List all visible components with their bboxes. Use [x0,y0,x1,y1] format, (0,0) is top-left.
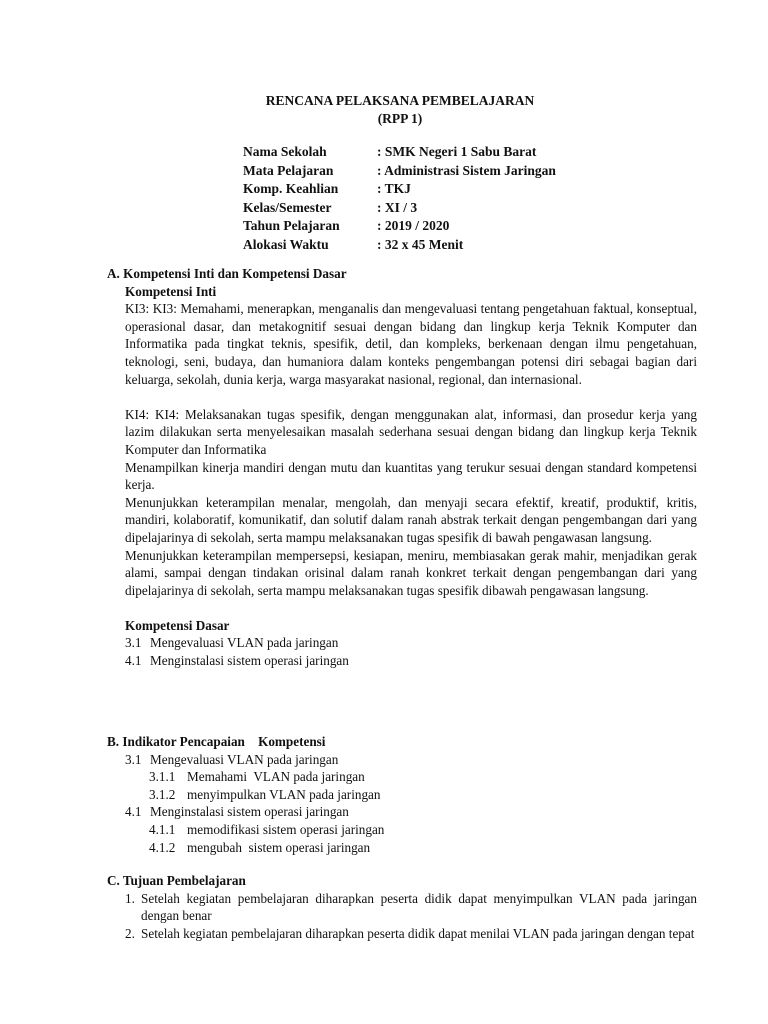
info-label: Nama Sekolah [243,144,327,159]
objective-num: 2. [125,925,135,941]
info-row [243,199,556,218]
objective-item [125,925,697,943]
section-b-heading: B. Indikator Pencapaian Kompetensi [107,734,326,749]
kd-num: 3.1 [125,635,142,651]
info-label: Tahun Pelajaran [243,218,340,234]
section-a [107,265,697,670]
indicator-num: 3.1 [125,751,142,767]
indicator-subtext: menyimpulkan VLAN pada jaringan [187,786,381,802]
indicator-subnum: 3.1.1 [149,769,176,785]
info-table [243,143,556,255]
title-line-2: (RPP 1) [377,111,423,126]
title-line-1: RENCANA PELAKSANA PEMBELAJARAN [265,93,535,108]
info-value: : 2019 / 2020 [377,218,450,234]
indicator-subtext: Memahami VLAN pada jaringan [187,769,365,785]
indicator-subnum: 3.1.2 [149,786,176,802]
objective-num: 1. [125,890,135,906]
info-row [243,162,556,181]
indicator-item [107,751,697,769]
info-row [243,217,556,236]
document-title [0,92,768,128]
info-value: : TKJ [377,181,411,197]
info-label: Mata Pelajaran [243,162,334,178]
indicator-subitem [107,768,697,786]
indicator-num: 4.1 [125,804,142,820]
info-row [243,180,556,199]
objective-text: Setelah kegiatan pembelajaran diharapkan peserta didik dapat menilai VLAN pada jaringan dengan tepat [141,925,695,941]
section-a-heading: A. Kompetensi Inti dan Kompetensi Dasar [107,266,347,281]
info-label: Komp. Keahlian [243,181,339,197]
indicator-text: Menginstalasi sistem operasi jaringan [150,804,349,820]
objective-text: Setelah kegiatan pembelajaran diharapkan peserta didik dapat menyimpulkan VLAN pada jaringan dengan benar [141,890,697,924]
info-label: Kelas/Semester [243,199,332,215]
ki4-paragraph-4: Menunjukkan keterampilan mempersepsi, kesiapan, meniru, membiasakan gerak mahir, menjadikan gerak alami, sampai dengan tindakan orisinal dalam ranah konkret terkait dengan pengembangan dari yang dipelajarinya di sekolah, serta mampu melaksanakan tugas spesifik dibawah pengawasan langsung. [125,547,697,598]
kd-text: Menginstalasi sistem operasi jaringan [150,653,349,669]
ki3-paragraph: KI3: KI3: Memahami, menerapkan, menganalis dan mengevaluasi tentang pengetahuan faktual, konseptual, operasional dasar, dan metakognitif sesuai dengan bidang dan lingkup kerja Teknik Komputer dan Informatika pada tingkat teknis, spesifik, detil, dan kompleks, berkenaan dengan ilmu pengetahuan, teknologi, seni, budaya, dan humaniora dalam konteks pengembangan potensi diri sebagai bagian dari keluarga, sekolah, dunia kerja, warga masyarakat nasional, regional, dan internasional. [125,301,697,387]
indicator-text: Mengevaluasi VLAN pada jaringan [150,751,339,767]
ki4-paragraph-2: Menampilkan kinerja mandiri dengan mutu dan kuantitas yang terukur sesuai dengan standard kompetensi kerja. [125,459,697,493]
info-value: : Administrasi Sistem Jaringan [377,162,556,178]
info-value: : 32 x 45 Menit [377,236,464,252]
ki-heading: Kompetensi Inti [125,283,217,299]
indicator-subtext: mengubah sistem operasi jaringan [187,839,371,855]
ki4-paragraph: KI4: KI4: Melaksanakan tugas spesifik, dengan menggunakan alat, informasi, dan prosedur kerja yang lazim dilakukan serta menyelesaikan masalah sederhana sesuai dengan bidang dan lingkup kerja Teknik Komputer dan Informatika [125,406,697,457]
info-row [243,236,556,255]
ki4-paragraph-3: Menunjukkan keterampilan menalar, mengolah, dan menyaji secara efektif, kreatif, produktif, kritis, mandiri, kolaboratif, komunikatif, dan solutif dalam ranah abstrak terkait dengan pengembangan dari yang dipelajarinya di sekolah, serta mampu melaksanakan tugas spesifik di bawah pengawasan langsung. [125,494,697,545]
objective-item [125,890,697,925]
indicator-subnum: 4.1.2 [149,839,176,855]
indicator-subtext: memodifikasi sistem operasi jaringan [187,821,385,837]
kd-num: 4.1 [125,653,142,669]
indicator-item [107,803,697,821]
indicator-subitem [107,839,697,857]
indicator-subitem [107,786,697,804]
section-c [107,872,697,942]
indicator-subnum: 4.1.1 [149,821,176,837]
info-row [243,143,556,162]
kd-item [125,634,697,652]
section-c-heading: C. Tujuan Pembelajaran [107,873,246,888]
info-value: : SMK Negeri 1 Sabu Barat [377,144,537,159]
kd-heading: Kompetensi Dasar [125,617,230,633]
info-label: Alokasi Waktu [243,236,329,252]
indicator-subitem [107,821,697,839]
kd-item [125,652,697,670]
kd-text: Mengevaluasi VLAN pada jaringan [150,635,339,651]
info-value: : XI / 3 [377,199,418,215]
section-b [107,733,697,856]
